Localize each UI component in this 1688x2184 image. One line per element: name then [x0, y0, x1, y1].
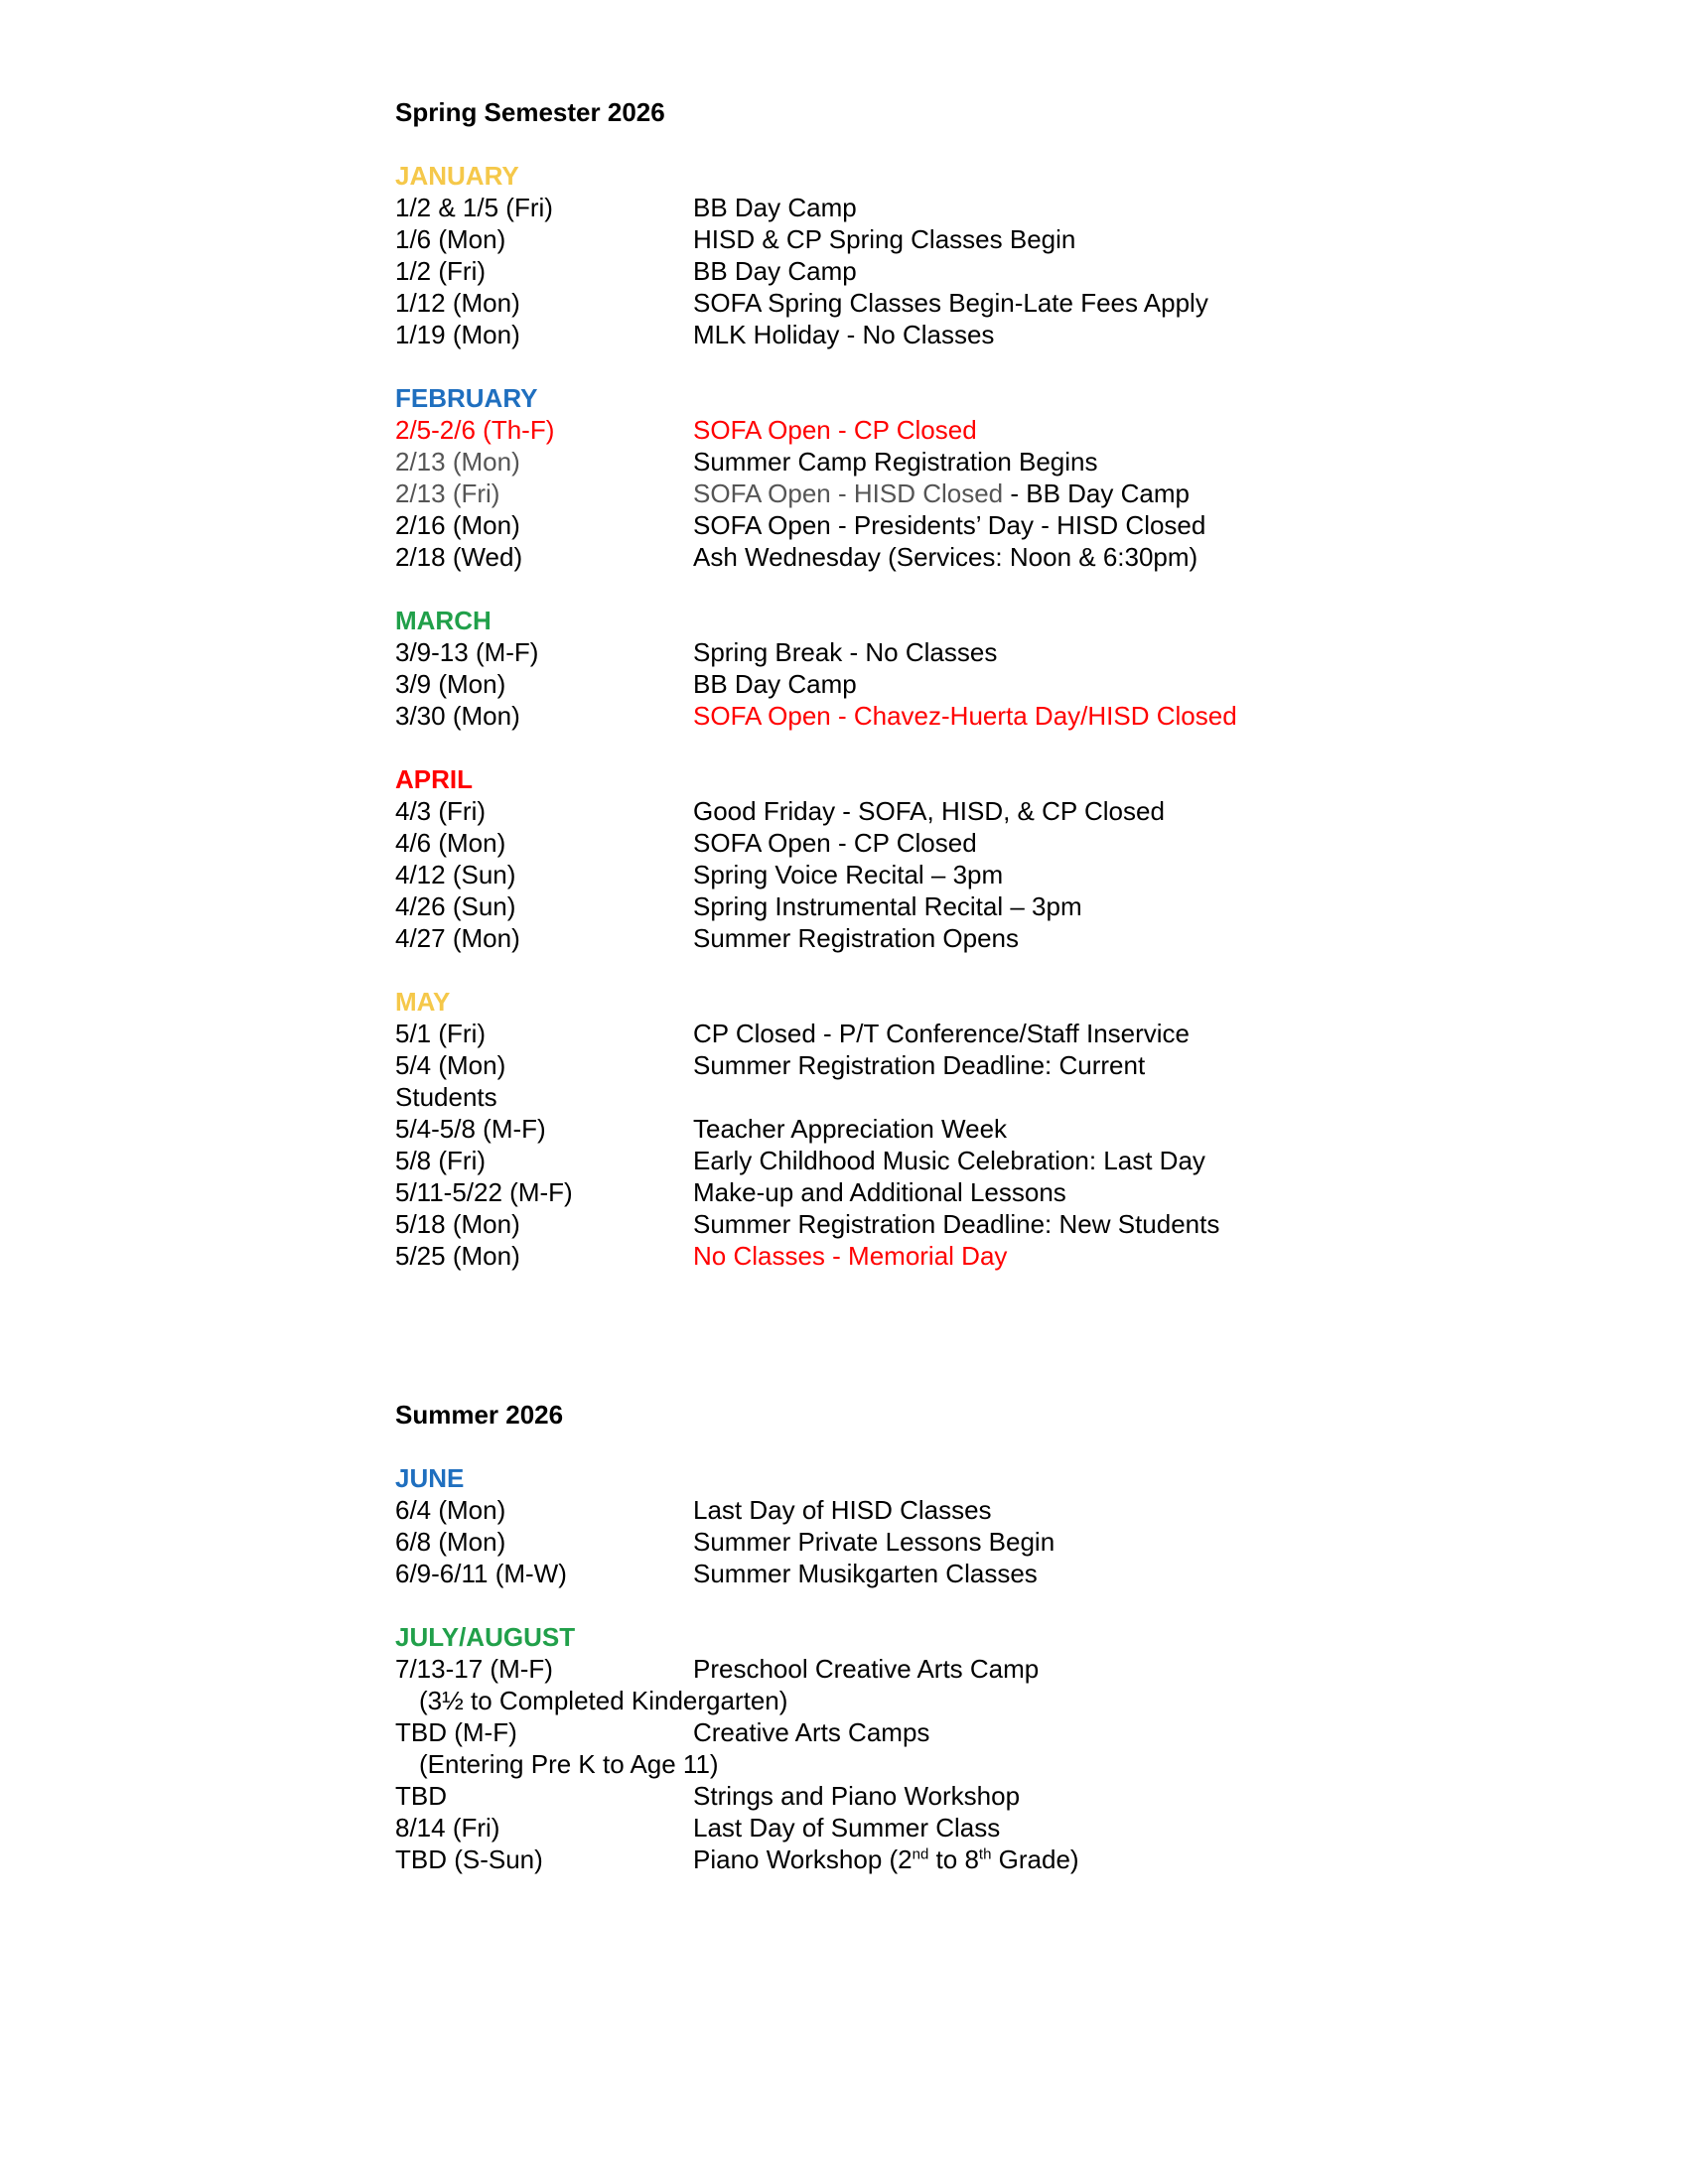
event-row	[395, 795, 1487, 827]
event-desc: No Classes - Memorial Day	[693, 1241, 1008, 1271]
event-desc: Last Day of Summer Class	[693, 1813, 1001, 1843]
event-desc: Summer Camp Registration Begins	[693, 447, 1098, 477]
event-date: 4/6 (Mon)	[395, 828, 506, 858]
event-desc: Summer Private Lessons Begin	[693, 1527, 1055, 1557]
event-row	[395, 922, 1487, 954]
event-row	[395, 700, 1487, 732]
month-april: APRIL	[395, 764, 473, 794]
event-row	[395, 1240, 1487, 1272]
event-row	[395, 827, 1487, 859]
event-row	[395, 1081, 1487, 1113]
event-desc-sub: (Entering Pre K to Age 11)	[419, 1749, 719, 1779]
event-date: 1/2 & 1/5 (Fri)	[395, 193, 553, 222]
month-march: MARCH	[395, 606, 492, 635]
event-date: 5/8 (Fri)	[395, 1146, 486, 1175]
event-date: 6/8 (Mon)	[395, 1527, 506, 1557]
event-desc: Teacher Appreciation Week	[693, 1114, 1008, 1144]
event-desc: CP Closed - P/T Conference/Staff Inservice	[693, 1019, 1191, 1048]
event-row	[395, 541, 1487, 573]
event-row	[395, 1049, 1487, 1081]
event-date: TBD (S-Sun)	[395, 1844, 543, 1874]
event-row	[395, 1176, 1487, 1208]
event-desc-part: Grade)	[991, 1844, 1079, 1874]
event-desc: Spring Voice Recital – 3pm	[693, 860, 1004, 889]
event-date: 5/1 (Fri)	[395, 1019, 486, 1048]
event-desc-part: to 8	[928, 1844, 979, 1874]
event-row	[395, 287, 1487, 319]
event-desc: SOFA Open - Chavez-Huerta Day/HISD Closed	[693, 701, 1237, 731]
event-row	[395, 890, 1487, 922]
event-desc: BB Day Camp	[693, 256, 857, 286]
event-desc: Spring Break - No Classes	[693, 637, 998, 667]
event-date: 3/9-13 (M-F)	[395, 637, 539, 667]
event-desc	[395, 1654, 1487, 1716]
event-desc: Summer Registration Deadline: New Students	[693, 1209, 1220, 1239]
event-desc: SOFA Open - CP Closed	[693, 415, 977, 445]
event-desc: SOFA Spring Classes Begin-Late Fees Apply	[693, 288, 1208, 318]
event-date: 3/30 (Mon)	[395, 701, 520, 731]
event-date: 1/12 (Mon)	[395, 288, 520, 318]
event-row	[395, 1716, 1487, 1780]
superscript: th	[978, 1845, 992, 1863]
event-date: 5/4-5/8 (M-F)	[395, 1114, 546, 1144]
event-date: 3/9 (Mon)	[395, 669, 506, 699]
superscript: nd	[912, 1845, 929, 1863]
event-desc	[693, 478, 1190, 508]
event-desc: Ash Wednesday (Services: Noon & 6:30pm)	[693, 542, 1198, 572]
event-date: 6/9-6/11 (M-W)	[395, 1559, 567, 1588]
event-desc: BB Day Camp	[693, 669, 857, 699]
event-desc: SOFA Open - CP Closed	[693, 828, 977, 858]
month-july-august: JULY/AUGUST	[395, 1622, 576, 1652]
month-june: JUNE	[395, 1463, 465, 1493]
event-desc: MLK Holiday - No Classes	[693, 320, 995, 349]
event-row	[395, 1843, 1487, 1875]
event-date: 4/27 (Mon)	[395, 923, 520, 953]
event-date: 2/18 (Wed)	[395, 542, 523, 572]
event-date: 7/13-17 (M-F)	[395, 1654, 553, 1684]
event-desc-main: Preschool Creative Arts Camp	[693, 1654, 1040, 1684]
event-date: 1/19 (Mon)	[395, 320, 520, 349]
event-desc: Early Childhood Music Celebration: Last Day	[693, 1146, 1205, 1175]
event-desc: Strings and Piano Workshop	[693, 1781, 1021, 1811]
event-date: Students	[395, 1082, 497, 1112]
event-date: 2/5-2/6 (Th-F)	[395, 415, 555, 445]
event-date: 5/25 (Mon)	[395, 1241, 520, 1271]
event-row	[395, 1526, 1487, 1558]
event-desc: BB Day Camp	[693, 193, 857, 222]
event-desc-part: Piano Workshop (2	[693, 1844, 913, 1874]
event-date: 2/13 (Fri)	[395, 478, 500, 508]
event-desc	[693, 1844, 1079, 1874]
event-desc-part: SOFA Open - HISD Closed	[693, 478, 1004, 508]
event-desc-part: - BB Day Camp	[1003, 478, 1190, 508]
month-february: FEBRUARY	[395, 383, 538, 413]
event-desc: SOFA Open - Presidents’ Day - HISD Closed	[693, 510, 1206, 540]
event-row	[395, 192, 1487, 223]
event-date: TBD	[395, 1781, 447, 1811]
month-may: MAY	[395, 987, 451, 1017]
event-desc-sub: (3½ to Completed Kindergarten)	[419, 1686, 788, 1715]
event-row	[395, 478, 1487, 509]
event-row	[395, 1208, 1487, 1240]
month-january: JANUARY	[395, 161, 519, 191]
calendar-page	[395, 96, 1487, 1875]
event-desc: HISD & CP Spring Classes Begin	[693, 224, 1076, 254]
event-date: 1/2 (Fri)	[395, 256, 486, 286]
event-row	[395, 859, 1487, 890]
event-desc: Make-up and Additional Lessons	[693, 1177, 1066, 1207]
event-row	[395, 1812, 1487, 1843]
event-row	[395, 1494, 1487, 1526]
event-desc: Good Friday - SOFA, HISD, & CP Closed	[693, 796, 1165, 826]
spring-title: Spring Semester 2026	[395, 97, 665, 127]
event-row	[395, 636, 1487, 668]
event-row	[395, 223, 1487, 255]
event-row	[395, 255, 1487, 287]
event-desc	[395, 1717, 1487, 1780]
event-date: 4/26 (Sun)	[395, 891, 516, 921]
event-row	[395, 668, 1487, 700]
event-date: 5/4 (Mon)	[395, 1050, 506, 1080]
event-row	[395, 1558, 1487, 1589]
event-desc: Summer Registration Deadline: Current	[693, 1050, 1146, 1080]
event-date: 6/4 (Mon)	[395, 1495, 506, 1525]
event-date: TBD (M-F)	[395, 1717, 517, 1747]
event-row	[395, 319, 1487, 350]
event-date: 1/6 (Mon)	[395, 224, 506, 254]
event-desc-main: Creative Arts Camps	[693, 1717, 930, 1747]
event-desc: Summer Registration Opens	[693, 923, 1020, 953]
event-date: 5/18 (Mon)	[395, 1209, 520, 1239]
event-row	[395, 1780, 1487, 1812]
event-row	[395, 414, 1487, 446]
event-row	[395, 1653, 1487, 1716]
summer-title: Summer 2026	[395, 1400, 564, 1430]
event-row	[395, 1018, 1487, 1049]
event-desc: Spring Instrumental Recital – 3pm	[693, 891, 1082, 921]
event-date: 5/11-5/22 (M-F)	[395, 1177, 573, 1207]
event-date: 8/14 (Fri)	[395, 1813, 500, 1843]
event-row	[395, 1113, 1487, 1145]
event-row	[395, 509, 1487, 541]
event-date: 4/12 (Sun)	[395, 860, 516, 889]
event-row	[395, 446, 1487, 478]
event-date: 2/13 (Mon)	[395, 447, 520, 477]
event-row	[395, 1145, 1487, 1176]
event-date: 2/16 (Mon)	[395, 510, 520, 540]
event-desc: Last Day of HISD Classes	[693, 1495, 992, 1525]
event-date: 4/3 (Fri)	[395, 796, 486, 826]
event-desc: Summer Musikgarten Classes	[693, 1559, 1038, 1588]
